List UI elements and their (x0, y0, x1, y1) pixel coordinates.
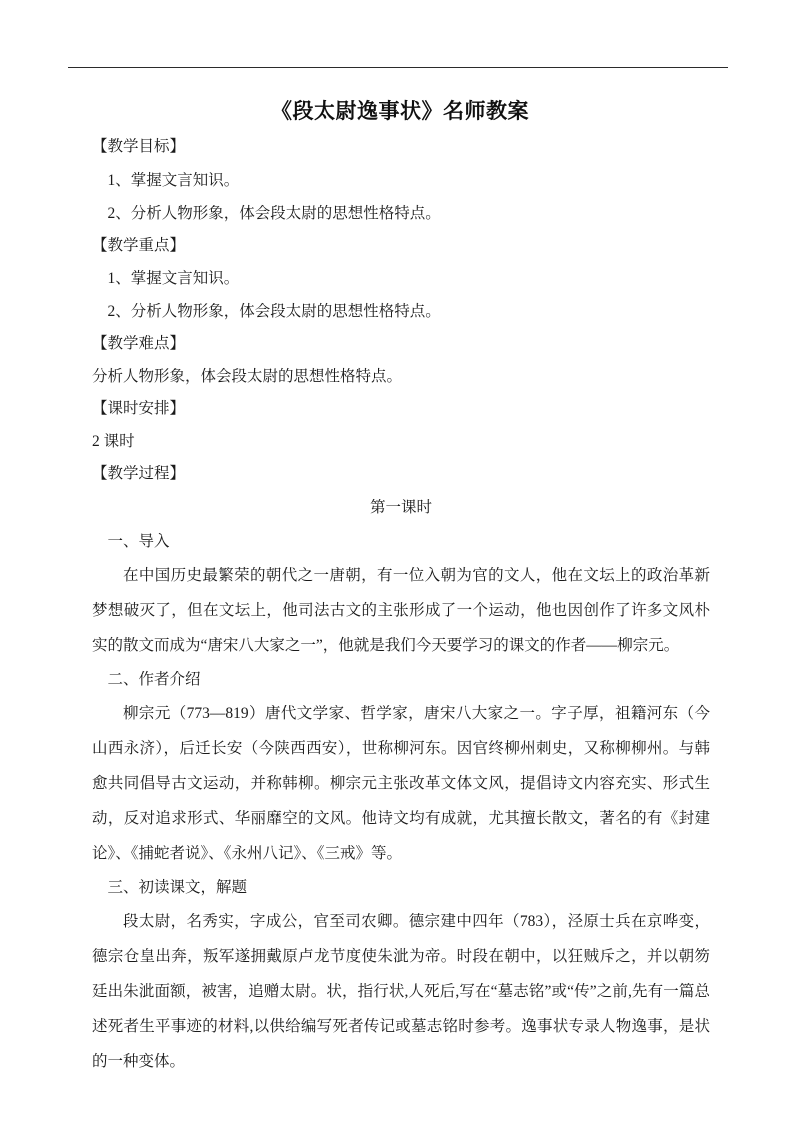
lesson-one-label: 第一课时 (369, 498, 432, 516)
section-heading-author-intro: 二、作者介绍 (107, 670, 201, 688)
section-body-author-intro: 柳宗元（773—819）唐代文学家、哲学家，唐宋八大家之一。字子厚，祖籍河东（今山西永济），后迁长安（今陕西西安），世称柳河东。因官终柳州刺史，又称柳柳州。与韩愈共同倡导古文运动，并称韩柳。柳宗元主张改革文体文风，提倡诗文内容充实、形式生动，反对追求形式、华丽靡空的文风。他诗文均有成就，尤其擅长散文，著名的有《封建论》、《捕蛇者说》、《永州八记》、《三戒》等。 (92, 704, 710, 862)
teaching-difficulty-text: 分析人物形象，体会段太尉的思想性格特点。 (92, 367, 403, 385)
teaching-objectives-heading: 【教学目标】 (92, 138, 186, 155)
section-body-first-reading: 段太尉，名秀实，字成公，官至司农卿。德宗建中四年（783），泾原士兵在京哗变，德宗仓皇出奔，叛军遂拥戴原卢龙节度使朱泚为帝。时段在朝中，以狂贼斥之，并以朝笏廷出朱泚面额，被害，追赠太尉。状，指行状,人死后,写在“墓志铭”或“传”之前,先有一篇总述死者生平事迹的材料,以供给编写死者传记或墓志铭时参考。逸事状专录人物逸事，是状的一种变体。 (92, 912, 710, 1070)
section-body-introduction: 在中国历史最繁荣的朝代之一唐朝，有一位入朝为官的文人，他在文坛上的政治革新梦想破灭了，但在文坛上，他司法古文的主张形成了一个运动，他也因创作了许多文风朴实的散文而成为“唐宋八大家之一”，他就是我们今天要学习的课文的作者——柳宗元。 (92, 566, 710, 654)
class-schedule-text: 2 课时 (92, 432, 135, 450)
teaching-objective-item-1: 1、掌握文言知识。 (107, 171, 240, 189)
teaching-key-points-heading: 【教学重点】 (92, 236, 186, 254)
teaching-key-point-item-1: 1、掌握文言知识。 (107, 270, 240, 287)
teaching-objective-item-2: 2、分析人物形象，体会段太尉的思想性格特点。 (107, 204, 441, 222)
teaching-process-heading: 【教学过程】 (92, 465, 186, 482)
section-heading-first-reading: 三、初读课文，解题 (107, 878, 248, 896)
document-content (0, 70, 800, 1079)
teaching-difficulty-heading: 【教学难点】 (92, 335, 186, 352)
class-schedule-heading: 【课时安排】 (92, 400, 186, 417)
page-header (0, 0, 800, 70)
page-title: 《段太尉逸事状》名师教案 (271, 99, 529, 123)
header-divider-rule (68, 67, 728, 68)
document-body-column (90, 131, 710, 1079)
section-heading-introduction: 一、导入 (107, 532, 170, 550)
teaching-key-point-item-2: 2、分析人物形象，体会段太尉的思想性格特点。 (107, 303, 441, 320)
